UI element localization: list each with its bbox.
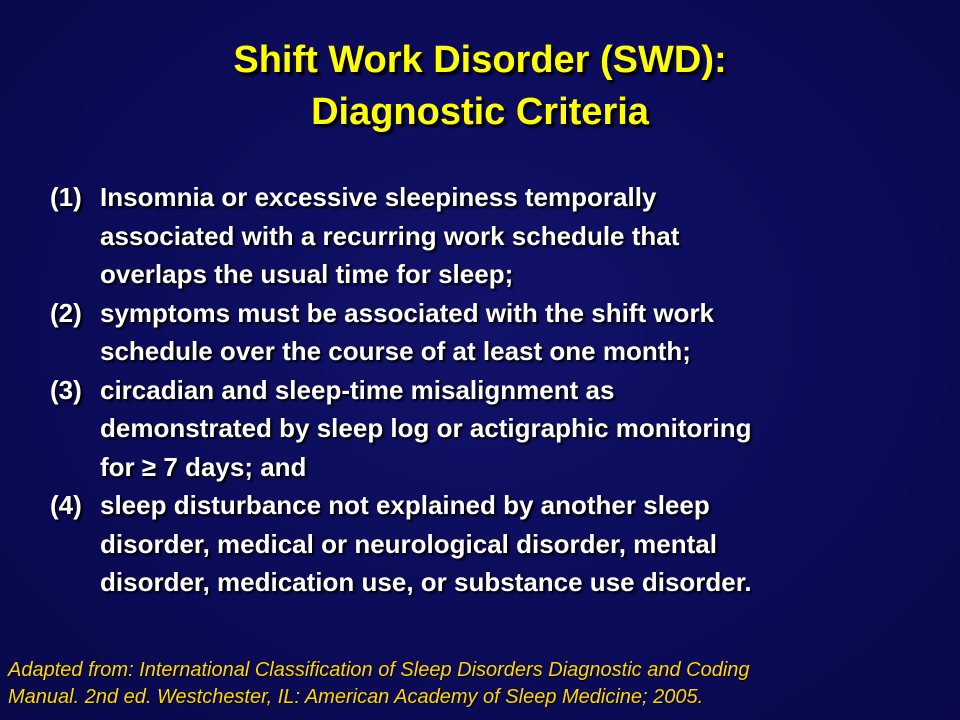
criterion-line: overlaps the usual time for sleep; xyxy=(100,259,514,289)
criterion-line: Insomnia or excessive sleepiness temporally xyxy=(100,182,657,212)
criterion-number: (3) xyxy=(50,374,82,405)
slide-title xyxy=(0,34,960,138)
criterion-number: (4) xyxy=(50,490,82,520)
citation xyxy=(8,657,952,711)
title-line: Shift Work Disorder (SWD): xyxy=(233,39,727,81)
citation-line: Manual. 2nd ed. Westchester, IL: American Academy of Sleep Medicine; 2005. xyxy=(8,686,704,708)
criterion-item xyxy=(50,486,930,602)
criterion-line: circadian and sleep-time misalignment as xyxy=(100,374,615,405)
criterion-line: disorder, medical or neurological disorder, mental xyxy=(100,528,717,559)
criteria-list xyxy=(50,178,930,602)
criterion-line: schedule over the course of at least one month; xyxy=(100,336,691,366)
criterion-number: (1) xyxy=(50,182,82,212)
citation-line: Adapted from: International Classification of Sleep Disorders Diagnostic and Coding xyxy=(8,659,750,681)
criterion-line: for ≥ 7 days; and xyxy=(100,451,307,482)
criterion-line: disorder, medication use, or substance use disorder. xyxy=(100,567,752,597)
criterion-item xyxy=(50,371,930,487)
criterion-line: associated with a recurring work schedule that xyxy=(100,220,680,251)
criterion-item xyxy=(50,294,930,371)
title-line: Diagnostic Criteria xyxy=(311,91,649,133)
criterion-line: symptoms must be associated with the shift work xyxy=(100,297,715,328)
criterion-number: (2) xyxy=(50,297,82,328)
criterion-item xyxy=(50,178,930,294)
criterion-line: sleep disturbance not explained by another sleep xyxy=(100,490,710,520)
criterion-line: demonstrated by sleep log or actigraphic monitoring xyxy=(100,413,752,443)
